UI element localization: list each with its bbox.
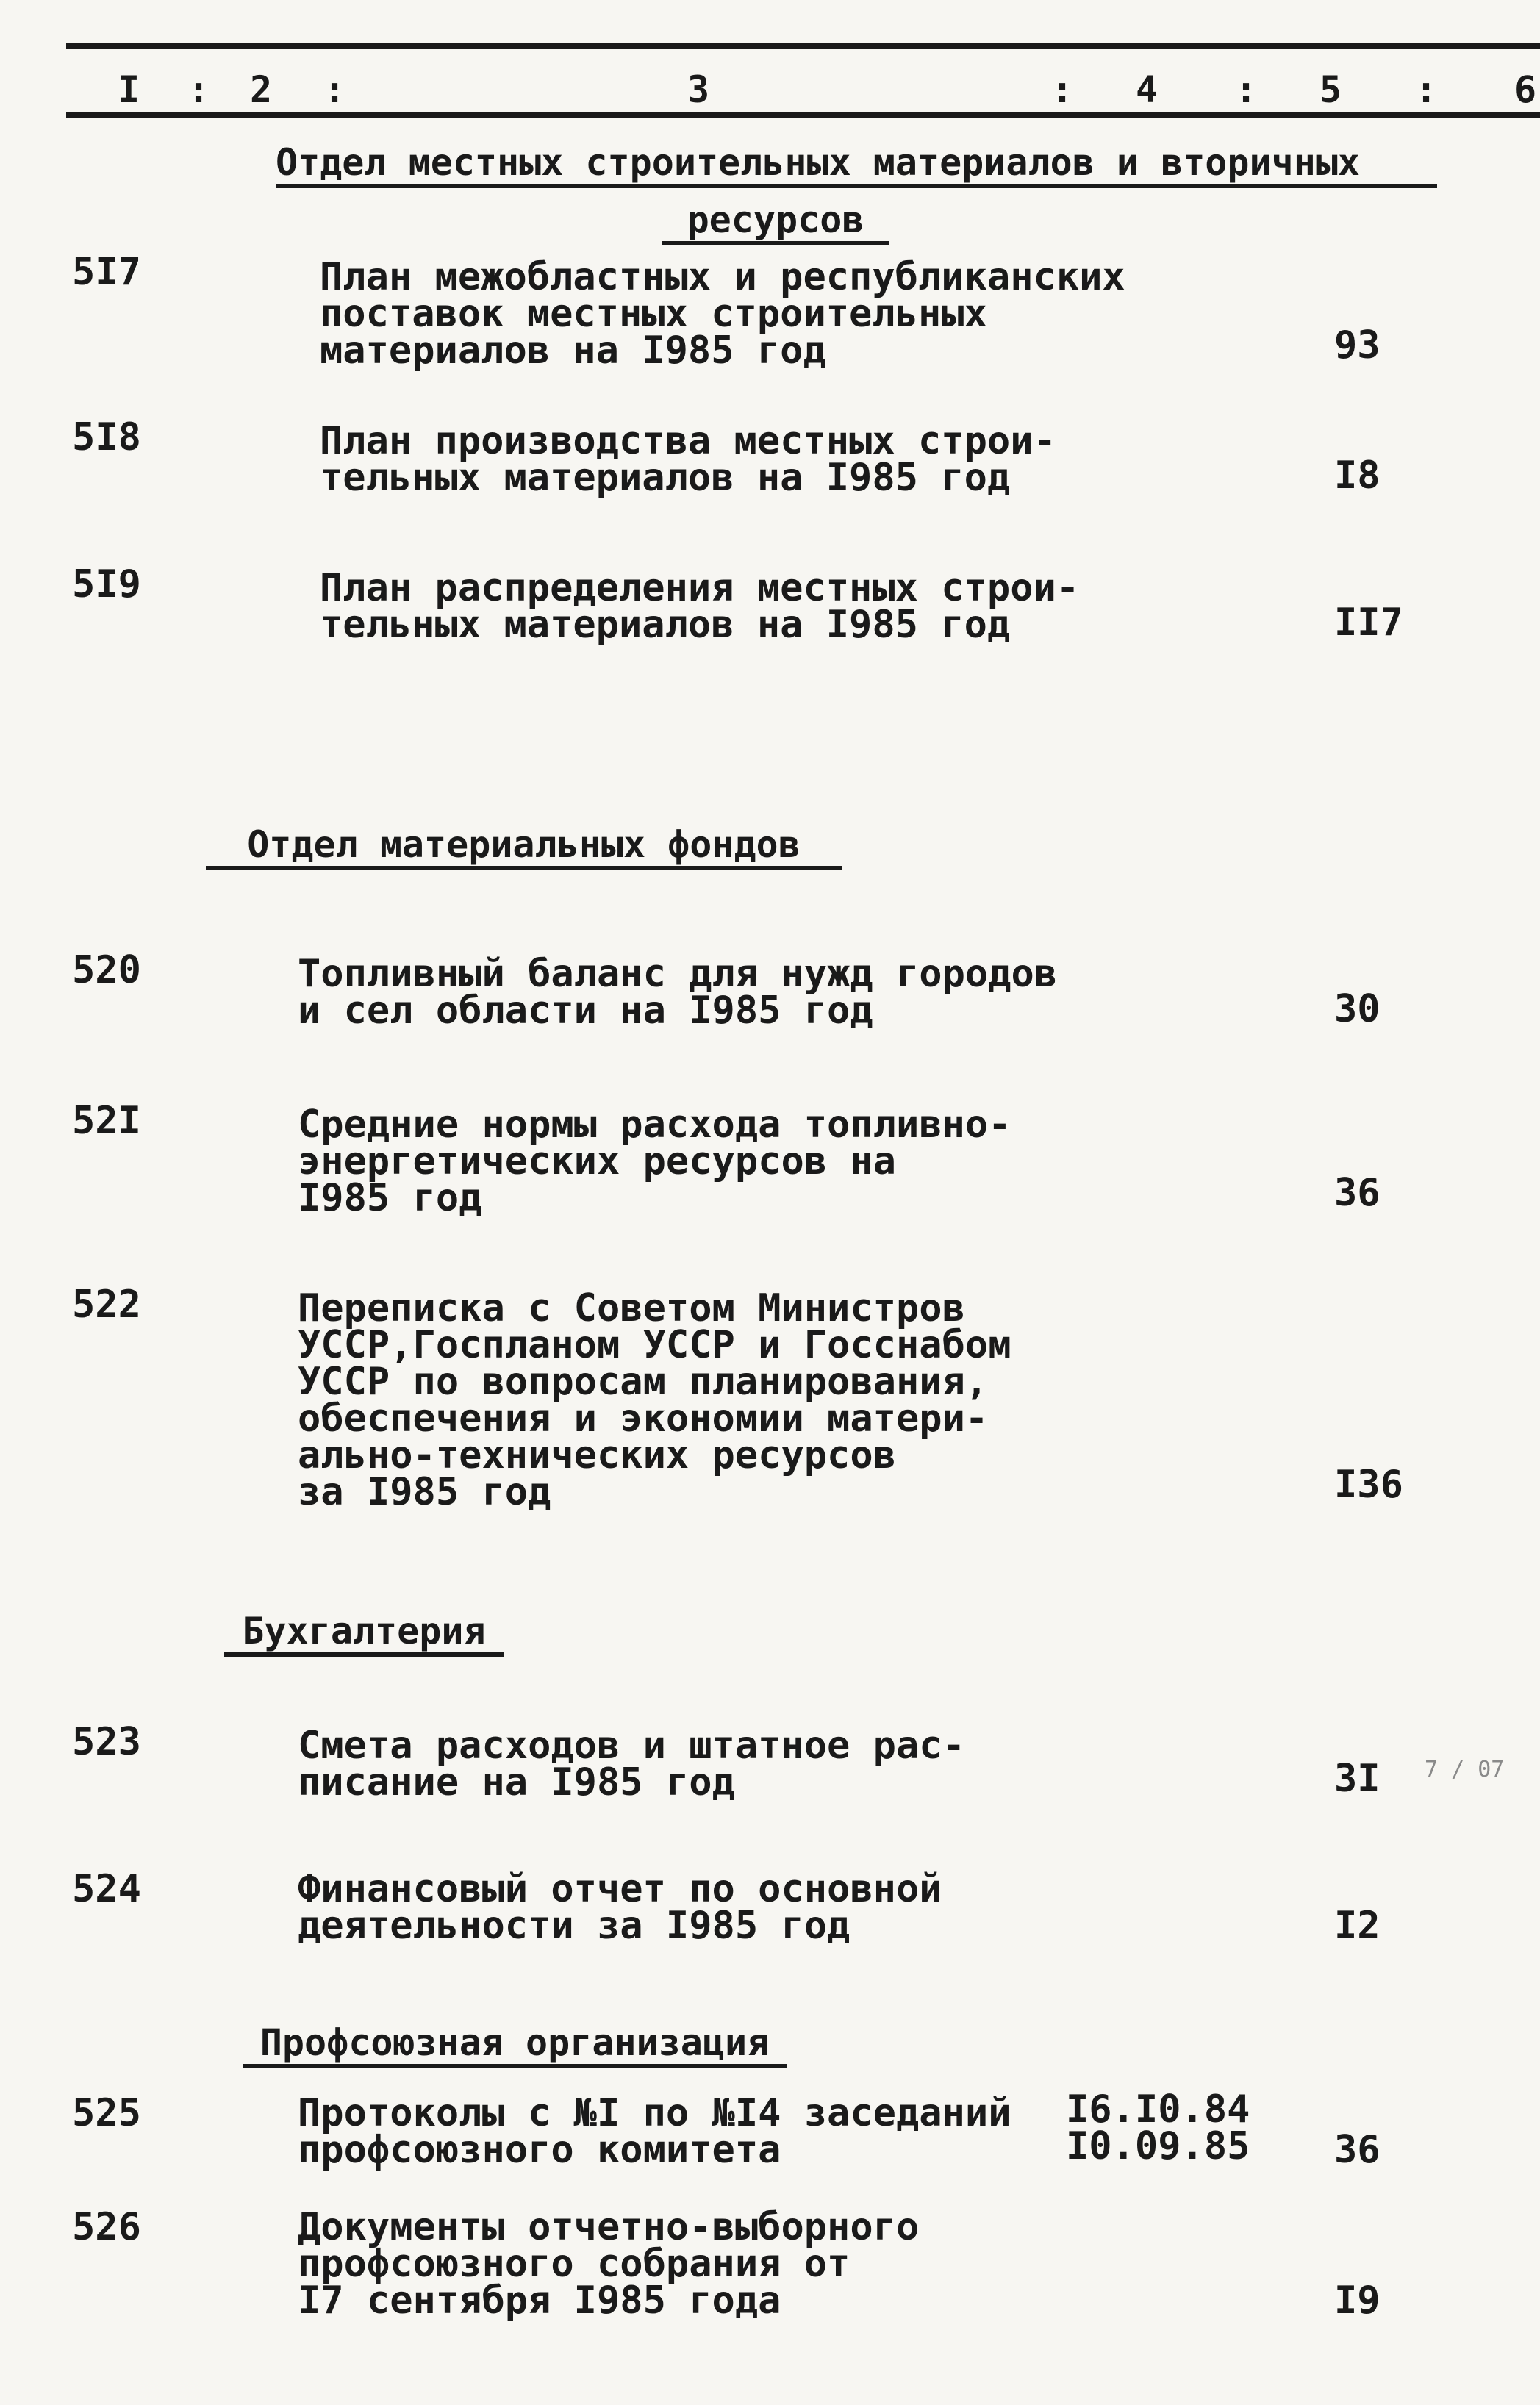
- item-sheet-count: 36: [1334, 1171, 1380, 1215]
- item-number: 5I9: [72, 562, 141, 606]
- item-sheet-count: 93: [1334, 323, 1380, 368]
- item-sheet-count: II7: [1334, 601, 1403, 645]
- col-header-2: 2: [250, 68, 273, 111]
- item-number: 524: [72, 1867, 141, 1911]
- item-sheet-count: 3I: [1334, 1757, 1380, 1801]
- item-sheet-count: I9: [1334, 2279, 1380, 2323]
- header-underline: [66, 112, 1540, 118]
- top-rule: [66, 43, 1540, 49]
- col-sep: :: [1235, 68, 1258, 111]
- item-title: План распределения местных строи- тельных материалов на I985 год: [320, 566, 1080, 647]
- item-number: 522: [72, 1283, 141, 1327]
- item-title: Средние нормы расхода топливно- энергетических ресурсов на I985 год: [298, 1103, 1011, 1220]
- item-sheet-count: I2: [1334, 1904, 1380, 1948]
- col-sep: :: [187, 68, 210, 111]
- section-heading: Отдел материальных фондов: [206, 823, 842, 870]
- item-title: Финансовый отчет по основной деятельности за I985 год: [298, 1867, 942, 1948]
- col-header-6: 6: [1514, 68, 1537, 111]
- item-number: 5I8: [72, 415, 141, 459]
- margin-note: 7 / 07: [1425, 1757, 1505, 1782]
- col-sep: :: [1051, 68, 1074, 111]
- col-sep: :: [323, 68, 346, 111]
- item-number: 5I7: [72, 250, 141, 294]
- section-heading: Отдел местных строительных материалов и вторичных: [276, 141, 1437, 188]
- col-header-1: I: [118, 68, 140, 111]
- col-header-5: 5: [1319, 68, 1342, 111]
- item-title: План производства местных строи- тельных материалов на I985 год: [320, 419, 1056, 500]
- section-heading: Бухгалтерия: [224, 1610, 504, 1657]
- col-header-4: 4: [1136, 68, 1158, 111]
- item-title: План межобластных и республиканских поставок местных строительных материалов на I985 год: [320, 255, 1125, 373]
- item-title: Переписка с Советом Министров УССР,Госпланом УССР и Госснабом УССР по вопросам планирования, обеспечения и экономии матери- ально-технических ресурсов за I985 год: [298, 1286, 1011, 1514]
- item-number: 523: [72, 1720, 141, 1764]
- item-number: 520: [72, 948, 141, 992]
- item-number: 525: [72, 2091, 141, 2135]
- item-date-range: I6.I0.84 I0.09.85: [1066, 2087, 1250, 2168]
- item-number: 526: [72, 2205, 141, 2249]
- item-title: Документы отчетно-выборного профсоюзного собрания от I7 сентября I985 года: [298, 2205, 920, 2323]
- item-title: Топливный баланс для нужд городов и сел области на I985 год: [298, 952, 1058, 1033]
- item-sheet-count: I36: [1334, 1463, 1403, 1507]
- section-heading: Профсоюзная организация: [243, 2021, 787, 2068]
- item-number: 52I: [72, 1099, 141, 1143]
- item-title: Протоколы с №I по №I4 заседаний профсоюзного комитета: [298, 2091, 1011, 2172]
- item-title: Смета расходов и штатное рас- писание на I985 год: [298, 1724, 965, 1804]
- item-sheet-count: 30: [1334, 987, 1380, 1031]
- item-sheet-count: I8: [1334, 454, 1380, 498]
- item-sheet-count: 36: [1334, 2128, 1380, 2172]
- col-header-3: 3: [687, 68, 710, 111]
- col-sep: :: [1415, 68, 1438, 111]
- section-heading-cont: ресурсов: [662, 198, 889, 245]
